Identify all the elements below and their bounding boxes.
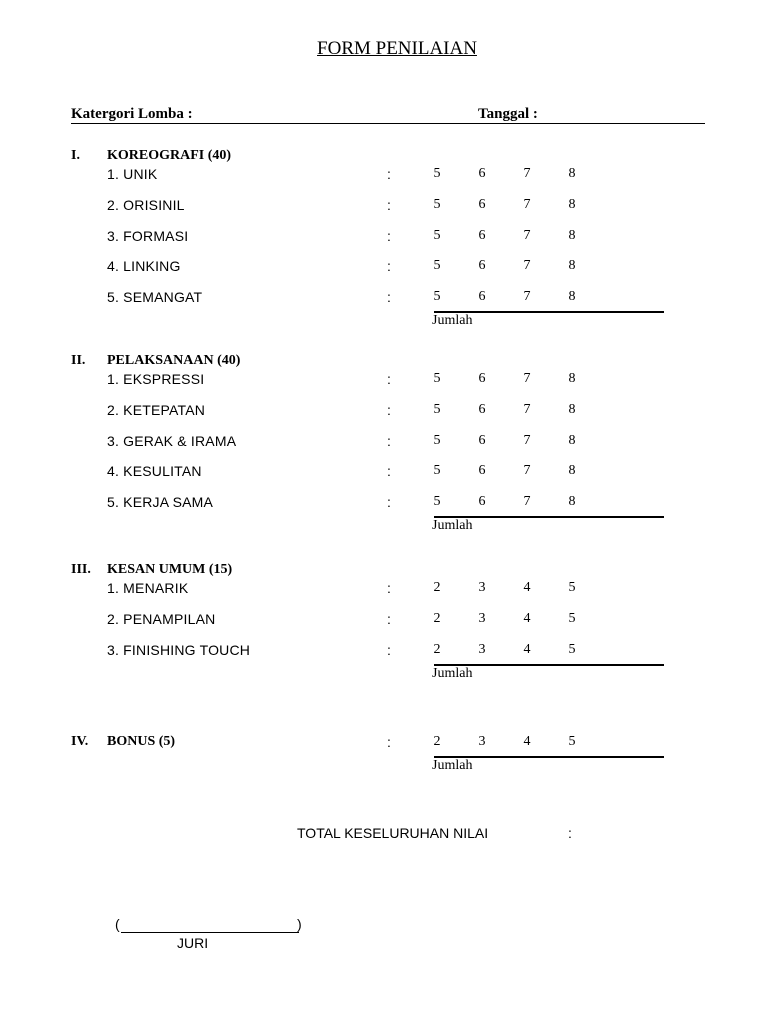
score-option[interactable]: 5 [433, 371, 441, 386]
criterion-label: 2. KETEPATAN [107, 401, 206, 418]
score-option[interactable]: 2 [433, 641, 441, 657]
score-option[interactable]: 3 [478, 641, 486, 657]
score-option[interactable]: 8 [568, 371, 576, 386]
score-option[interactable]: 6 [478, 494, 486, 510]
criterion-label: 5. KERJA SAMA [107, 494, 214, 511]
criterion-label: 2. PENAMPILAN [107, 610, 216, 627]
section-roman: I. [71, 148, 80, 163]
score-colon: : [387, 227, 391, 244]
score-option[interactable]: 4 [523, 580, 531, 595]
score-option[interactable]: 3 [478, 734, 486, 749]
score-colon: : [387, 494, 391, 511]
score-option[interactable]: 5 [433, 289, 441, 305]
score-option[interactable]: 5 [433, 463, 441, 479]
score-option[interactable]: 6 [478, 371, 486, 386]
score-colon: : [387, 401, 391, 418]
section-title: KOREOGRAFI (40) [107, 148, 232, 163]
section-title: PELAKSANAAN (40) [107, 353, 241, 368]
score-option[interactable]: 8 [568, 258, 576, 274]
tanggal-label: Tanggal : [478, 106, 538, 122]
score-option[interactable]: 5 [433, 196, 441, 212]
score-option[interactable]: 5 [568, 610, 576, 626]
score-option[interactable]: 5 [433, 494, 441, 510]
score-colon: : [387, 734, 391, 750]
section-title: BONUS (5) [107, 734, 176, 749]
score-colon: : [387, 196, 391, 213]
total-label: TOTAL KESELURUHAN NILAI [297, 825, 489, 841]
score-option[interactable]: 4 [523, 641, 531, 657]
score-option[interactable]: 7 [523, 371, 531, 386]
score-option[interactable]: 3 [478, 610, 486, 626]
section-roman: III. [71, 562, 91, 577]
jumlah-label: Jumlah [432, 758, 473, 773]
criterion-label: 3. FINISHING TOUCH [107, 641, 251, 658]
score-colon: : [387, 610, 391, 627]
score-colon: : [387, 580, 391, 596]
score-option[interactable]: 8 [568, 289, 576, 305]
score-option[interactable]: 2 [433, 734, 441, 749]
criterion-label: 5. SEMANGAT [107, 289, 203, 306]
score-option[interactable]: 6 [478, 289, 486, 305]
score-option[interactable]: 7 [523, 401, 531, 417]
score-option[interactable]: 8 [568, 463, 576, 479]
criterion-label: 3. FORMASI [107, 227, 189, 244]
juri-label: JURI [177, 935, 209, 951]
score-option[interactable]: 7 [523, 166, 531, 181]
score-option[interactable]: 8 [568, 196, 576, 212]
score-option[interactable]: 5 [433, 432, 441, 448]
score-option[interactable]: 6 [478, 196, 486, 212]
score-option[interactable]: 6 [478, 401, 486, 417]
score-option[interactable]: 2 [433, 610, 441, 626]
criterion-label: 2. ORISINIL [107, 196, 185, 213]
score-option[interactable]: 7 [523, 494, 531, 510]
score-option[interactable]: 7 [523, 227, 531, 243]
signature-close-paren: ) [297, 916, 302, 932]
score-option[interactable]: 7 [523, 432, 531, 448]
score-option[interactable]: 3 [478, 580, 486, 595]
score-colon: : [387, 432, 391, 449]
kategori-label: Katergori Lomba : [71, 106, 193, 122]
score-option[interactable]: 8 [568, 166, 576, 181]
score-option[interactable]: 6 [478, 432, 486, 448]
criterion-label: 1. MENARIK [107, 580, 189, 596]
jumlah-label: Jumlah [432, 518, 473, 534]
score-colon: : [387, 641, 391, 658]
score-option[interactable]: 6 [478, 166, 486, 181]
total-colon: : [568, 825, 572, 841]
criterion-label: 4. KESULITAN [107, 463, 202, 480]
criterion-label: 3. GERAK & IRAMA [107, 432, 237, 449]
score-option[interactable]: 2 [433, 580, 441, 595]
score-option[interactable]: 6 [478, 463, 486, 479]
score-option[interactable]: 8 [568, 432, 576, 448]
section-title: KESAN UMUM (15) [107, 562, 233, 577]
score-option[interactable]: 7 [523, 289, 531, 305]
criterion-label: 1. EKSPRESSI [107, 371, 205, 387]
criterion-label: 4. LINKING [107, 258, 181, 275]
score-option[interactable]: 5 [568, 734, 576, 749]
score-option[interactable]: 8 [568, 227, 576, 243]
score-option[interactable]: 7 [523, 463, 531, 479]
score-option[interactable]: 5 [433, 227, 441, 243]
score-option[interactable]: 8 [568, 401, 576, 417]
score-option[interactable]: 7 [523, 258, 531, 274]
score-option[interactable]: 6 [478, 227, 486, 243]
score-colon: : [387, 258, 391, 275]
score-option[interactable]: 5 [433, 258, 441, 274]
score-option[interactable]: 5 [568, 580, 576, 595]
score-option[interactable]: 8 [568, 494, 576, 510]
score-option[interactable]: 5 [433, 166, 441, 181]
header-rule [71, 123, 705, 124]
section-roman: II. [71, 353, 86, 368]
score-option[interactable]: 4 [523, 734, 531, 749]
score-option[interactable]: 5 [568, 641, 576, 657]
score-option[interactable]: 5 [433, 401, 441, 417]
signature-line[interactable] [121, 932, 299, 933]
criterion-label: 1. UNIK [107, 166, 158, 182]
jumlah-label: Jumlah [432, 665, 473, 681]
score-option[interactable]: 6 [478, 258, 486, 274]
score-colon: : [387, 371, 391, 387]
score-option[interactable]: 4 [523, 610, 531, 626]
section-roman: IV. [71, 734, 89, 749]
score-colon: : [387, 289, 391, 306]
jumlah-label: Jumlah [432, 313, 473, 329]
signature-open-paren: ( [115, 916, 120, 932]
score-colon: : [387, 463, 391, 480]
page-title: FORM PENILAIAN [317, 38, 477, 59]
score-option[interactable]: 7 [523, 196, 531, 212]
score-colon: : [387, 166, 391, 182]
